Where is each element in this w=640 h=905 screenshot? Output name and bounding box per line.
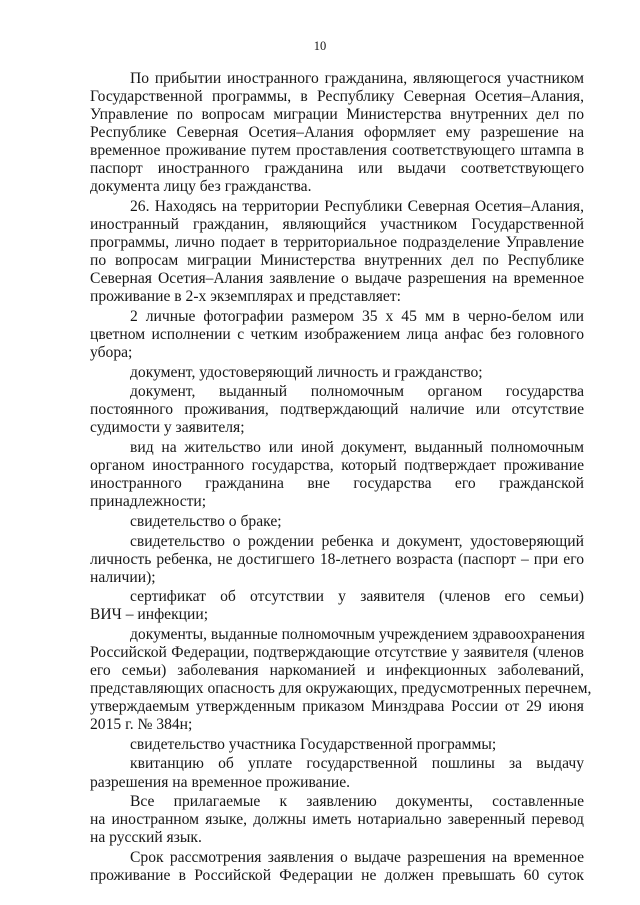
text-line: на иностранном языке, должны иметь нотариально заверенный перевод <box>90 811 584 829</box>
text-line: Все прилагаемые к заявлению документы, составленные <box>130 793 584 811</box>
text-line: Российской Федерации, подтверждающие отсутствие у заявителя (членов <box>90 644 584 661</box>
text-line: его семьи) заболевания наркоманией и инфекционных заболеваний, <box>90 662 584 679</box>
text-line: документ, удостоверяющий личность и гражданство; <box>130 363 483 381</box>
text-line: личность ребенка, не достигшего 18-летнего возраста (паспорт – при его <box>90 550 584 568</box>
text-line: цветном исполнении с четким изображением лица анфас без головного <box>90 325 584 343</box>
text-line: квитанцию об уплате государственной пошлины за выдачу <box>130 755 584 773</box>
text-line: постоянного проживания, подтверждающий наличие или отсутствие <box>90 401 584 419</box>
text-line: иностранного гражданина вне государства его гражданской <box>90 475 584 493</box>
text-line: свидетельство участника Государственной программы; <box>130 735 497 753</box>
text-line: убора; <box>90 344 133 361</box>
text-line: органом иностранного государства, который подтверждает проживание <box>90 457 584 475</box>
text-line: утверждаемым утвержденным приказом Минздрава России от 29 июня <box>90 698 584 716</box>
text-line: По прибытии иностранного гражданина, являющегося участником <box>130 70 584 87</box>
text-line: документы, выданные полномочным учреждением здравоохранения <box>130 625 585 643</box>
text-line: проживание в 2-х экземплярах и представляет: <box>90 288 401 306</box>
text-line: принадлежности; <box>90 493 207 511</box>
text-line: ВИЧ – инфекции; <box>90 606 209 624</box>
text-line: Срок рассмотрения заявления о выдаче разрешения на временное <box>130 848 584 866</box>
text-line: по вопросам миграции Министерства внутренних дел по Республике <box>90 252 584 270</box>
text-line: проживание в Российской Федерации не должен превышать 60 суток <box>90 866 584 884</box>
text-line: сертификат об отсутствии у заявителя (членов его семьи) <box>130 588 584 606</box>
text-line: 2015 г. № 384н; <box>90 716 193 734</box>
text-line: Управление по вопросам миграции Министерства внутренних дел по <box>90 106 584 124</box>
text-line: разрешения на временное проживание. <box>90 773 351 791</box>
text-line: Государственной программы, в Республику Северная Осетия–Алания, <box>90 88 584 105</box>
text-line: временное проживание путем проставления соответствующего штампа в <box>90 142 584 160</box>
text-line: наличии); <box>90 568 156 586</box>
page-number: 10 <box>313 39 327 53</box>
text-line: Республике Северная Осетия–Алания оформляет ему разрешение на <box>90 124 584 142</box>
text-line: представляющих опасность для окружающих, предусмотренных перечнем, <box>90 680 592 697</box>
text-line: 2 личные фотографии размером 35 х 45 мм в черно-белом или <box>130 307 584 325</box>
text-line: иностранный гражданин, являющийся участником Государственной <box>90 216 584 233</box>
text-line: 26. Находясь на территории Республики Северная Осетия–Алания, <box>130 198 584 215</box>
text-line: паспорт иностранного гражданина или выдачи соответствующего <box>90 160 584 178</box>
text-line: вид на жительство или иной документ, выданный полномочным <box>130 439 584 456</box>
text-line: документ, выданный полномочным органом государства <box>130 383 584 401</box>
text-line: свидетельство о браке; <box>130 512 282 530</box>
text-line: судимости у заявителя; <box>90 419 245 437</box>
text-line: свидетельство о рождении ребенка и документ, удостоверяющий <box>130 532 584 550</box>
text-line: программы, лично подает в территориальное подразделение Управление <box>90 234 584 252</box>
text-line: на русский язык. <box>90 829 202 847</box>
text-line: Северная Осетия–Алания заявление о выдаче разрешения на временное <box>90 270 584 288</box>
text-line: документа лицу без гражданства. <box>90 178 312 196</box>
